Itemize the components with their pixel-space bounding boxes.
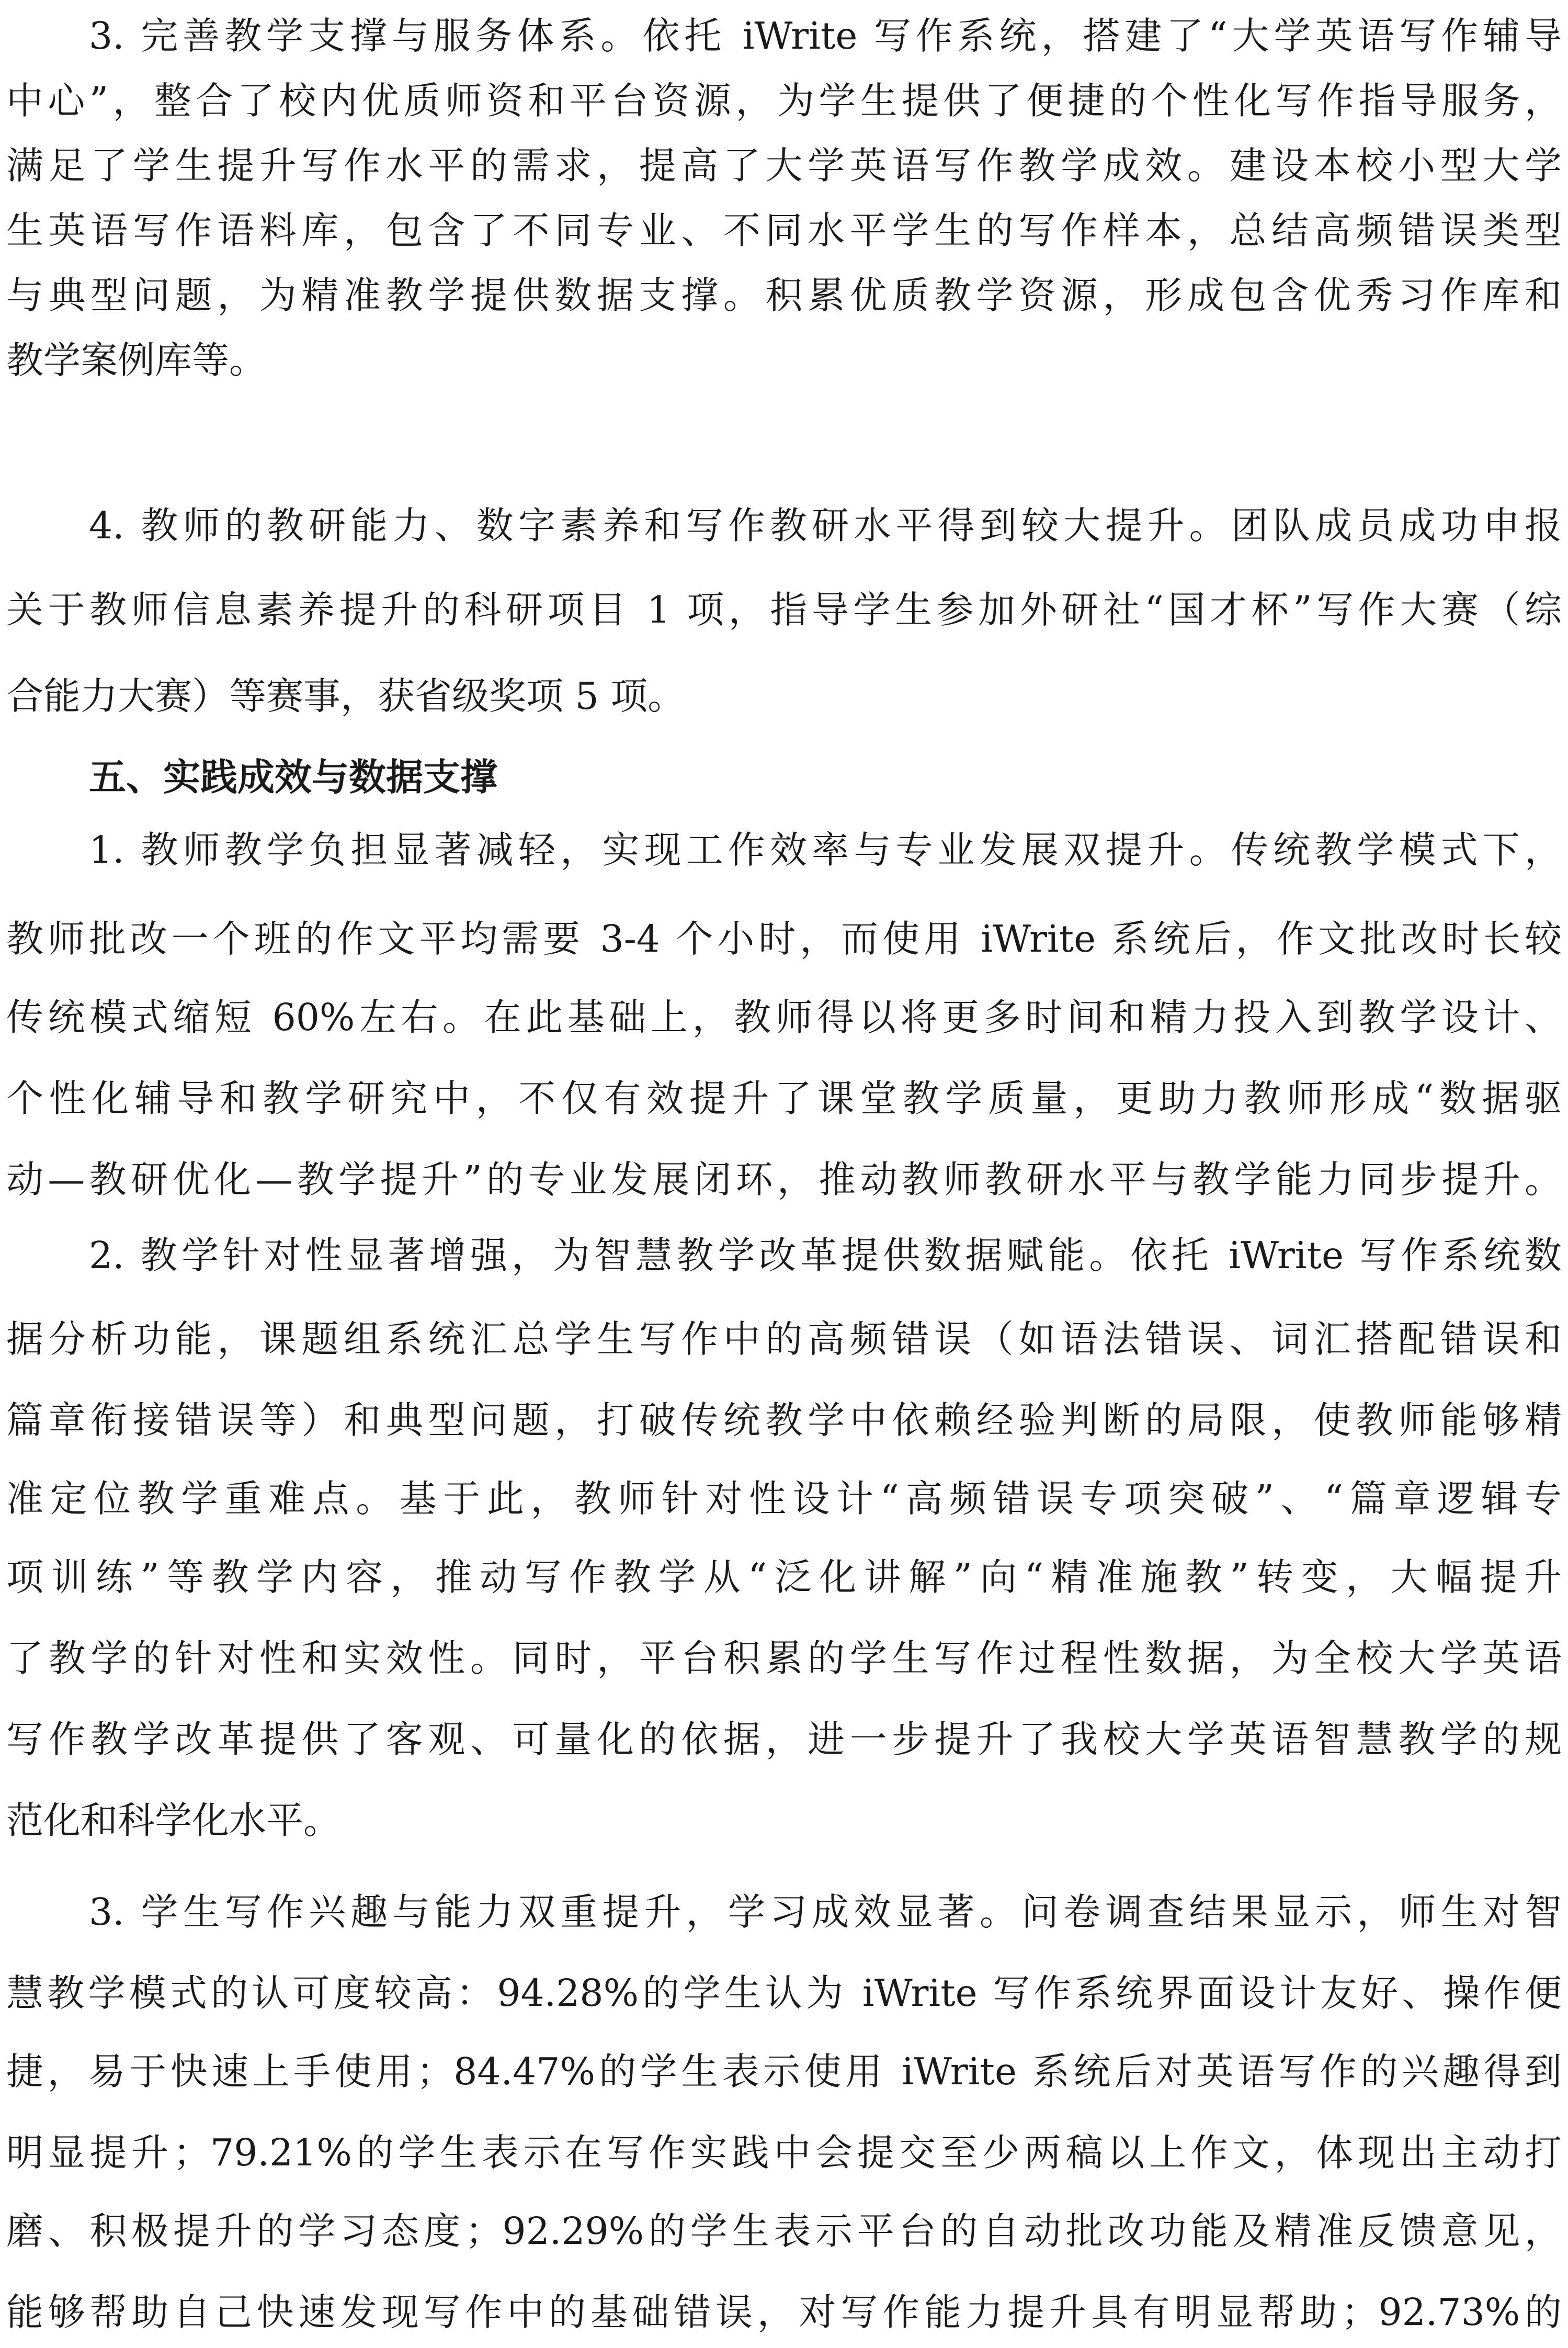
paragraph-4-line-6: 了教学的针对性和实效性。同时，平台积累的学生写作过程性数据，为全校大学英语: [6, 1636, 1562, 1680]
paragraph-2-line-3: 合能力大赛）等赛事，获省级奖项 5 项。: [6, 674, 685, 718]
paragraph-5-line-3: 捷，易于快速上手使用；84.47%的学生表示使用 iWrite 系统后对英语写作的兴趣得到: [6, 2050, 1562, 2093]
paragraph-4-line-3: 篇章衔接错误等）和典型问题，打破传统教学中依赖经验判断的局限，使教师能够精: [6, 1398, 1562, 1442]
paragraph-1-line-2: 中心”，整合了校内优质师资和平台资源，为学生提供了便捷的个性化写作指导服务，: [6, 79, 1562, 122]
paragraph-3-line-1: 1. 教师教学负担显著减轻，实现工作效率与专业发展双提升。传统教学模式下，: [89, 828, 1562, 872]
paragraph-1-line-3: 满足了学生提升写作水平的需求，提高了大学英语写作教学成效。建设本校小型大学: [6, 144, 1562, 187]
paragraph-3-line-4: 个性化辅导和教学研究中，不仅有效提升了课堂教学质量，更助力教师形成“数据驱: [6, 1077, 1562, 1120]
paragraph-5-line-5: 磨、积极提升的学习态度；92.29%的学生表示平台的自动批改功能及精准反馈意见，: [6, 2209, 1562, 2253]
paragraph-1-line-5: 与典型问题，为精准教学提供数据支撑。积累优质教学资源，形成包含优秀习作库和: [6, 274, 1562, 317]
paragraph-4-line-4: 准定位教学重难点。基于此，教师针对性设计“高频错误专项突破”、“篇章逻辑专: [6, 1477, 1562, 1520]
paragraph-1-line-4: 生英语写作语料库，包含了不同专业、不同水平学生的写作样本，总结高频错误类型: [6, 209, 1562, 252]
paragraph-3-line-2: 教师批改一个班的作文平均需要 3-4 个小时，而使用 iWrite 系统后，作文批改时长较: [6, 917, 1562, 961]
paragraph-4-line-7: 写作教学改革提供了客观、可量化的依据，进一步提升了我校大学英语智慧教学的规: [6, 1718, 1562, 1761]
paragraph-4-line-1: 2. 教学针对性显著增强，为智慧教学改革提供数据赋能。依托 iWrite 写作系统数: [89, 1234, 1562, 1277]
paragraph-1-line-1: 3. 完善教学支撑与服务体系。依托 iWrite 写作系统，搭建了“大学英语写作辅导: [89, 14, 1562, 58]
paragraph-5-line-1: 3. 学生写作兴趣与能力双重提升，学习成效显著。问卷调查结果显示，师生对智: [89, 1890, 1562, 1934]
paragraph-3-line-5: 动—教研优化—教学提升”的专业发展闭环，推动教师教研水平与教学能力同步提升。: [6, 1158, 1562, 1201]
paragraph-4-line-8: 范化和科学化水平。: [6, 1799, 341, 1842]
section-heading: 五、实践成效与数据支撑: [89, 755, 498, 799]
paragraph-3-line-3: 传统模式缩短 60%左右。在此基础上，教师得以将更多时间和精力投入到教学设计、: [6, 996, 1562, 1039]
paragraph-4-line-5: 项训练”等教学内容，推动写作教学从“泛化讲解”向“精准施教”转变，大幅提升: [6, 1555, 1562, 1599]
paragraph-2-line-1: 4. 教师的教研能力、数字素养和写作教研水平得到较大提升。团队成员成功申报: [89, 504, 1562, 547]
paragraph-5-line-4: 明显提升；79.21%的学生表示在写作实践中会提交至少两稿以上作文，体现出主动打: [6, 2131, 1562, 2174]
paragraph-2-line-2: 关于教师信息素养提升的科研项目 1 项，指导学生参加外研社“国才杯”写作大赛（综: [6, 588, 1562, 631]
paragraph-4-line-2: 据分析功能，课题组系统汇总学生写作中的高频错误（如语法错误、词汇搭配错误和: [6, 1317, 1562, 1361]
paragraph-5-line-2: 慧教学模式的认可度较高：94.28%的学生认为 iWrite 写作系统界面设计友好、操作便: [6, 1971, 1562, 2015]
paragraph-1-line-6: 教学案例库等。: [6, 338, 267, 382]
paragraph-5-line-6: 能够帮助自己快速发现写作中的基础错误，对写作能力提升具有明显帮助；92.73%的: [6, 2290, 1562, 2334]
